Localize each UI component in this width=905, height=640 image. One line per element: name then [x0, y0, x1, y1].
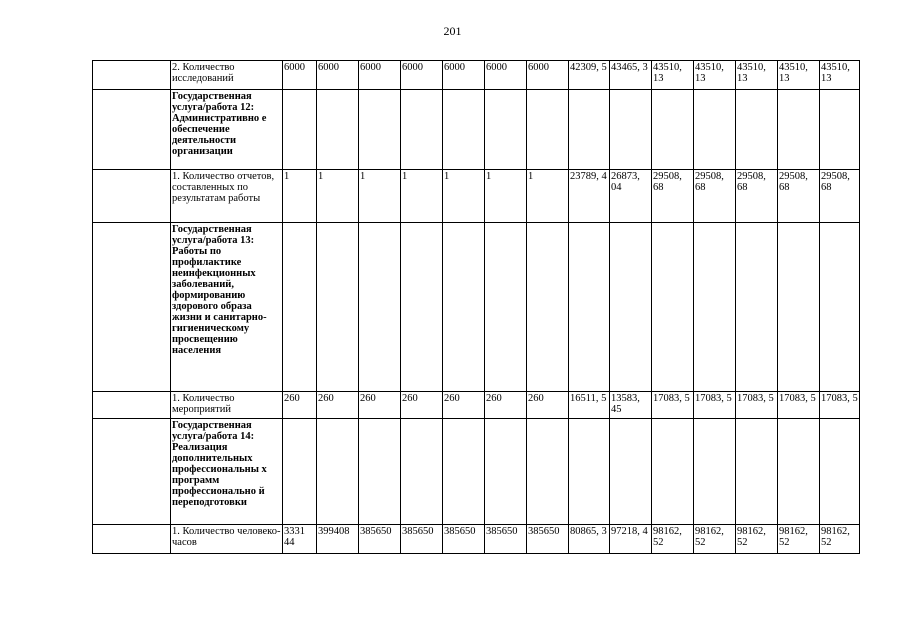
empty-cell [485, 90, 527, 170]
empty-cell [778, 419, 820, 525]
value-cell: 17083, 5 [652, 392, 694, 419]
section-row [93, 419, 860, 525]
empty-cell [93, 419, 171, 525]
value-cell: 6000 [401, 61, 443, 90]
empty-cell [569, 223, 610, 392]
empty-cell [652, 223, 694, 392]
empty-cell [527, 90, 569, 170]
empty-cell [93, 525, 171, 554]
value-cell: 1 [317, 170, 359, 223]
value-cell: 29508, 68 [736, 170, 778, 223]
table-row [93, 525, 860, 554]
value-cell: 80865, 3 [569, 525, 610, 554]
empty-cell [694, 419, 736, 525]
empty-cell [93, 392, 171, 419]
value-cell: 17083, 5 [778, 392, 820, 419]
empty-cell [527, 223, 569, 392]
value-cell: 43510, 13 [778, 61, 820, 90]
empty-cell [93, 61, 171, 90]
value-cell: 6000 [283, 61, 317, 90]
empty-cell [317, 90, 359, 170]
empty-cell [569, 90, 610, 170]
empty-cell [93, 223, 171, 392]
empty-cell [652, 419, 694, 525]
value-cell: 260 [359, 392, 401, 419]
value-cell: 6000 [317, 61, 359, 90]
value-cell: 26873, 04 [610, 170, 652, 223]
empty-cell [736, 90, 778, 170]
empty-cell [317, 223, 359, 392]
empty-cell [569, 419, 610, 525]
value-cell: 17083, 5 [736, 392, 778, 419]
value-cell: 42309, 5 [569, 61, 610, 90]
section-row [93, 223, 860, 392]
empty-cell [652, 90, 694, 170]
empty-cell [736, 223, 778, 392]
empty-cell [778, 223, 820, 392]
value-cell: 1 [359, 170, 401, 223]
value-cell: 385650 [443, 525, 485, 554]
value-cell: 98162, 52 [736, 525, 778, 554]
value-cell: 260 [527, 392, 569, 419]
value-cell: 1 [527, 170, 569, 223]
value-cell: 260 [485, 392, 527, 419]
section-title: Государственная услуга/работа 13: Работы по профилактике неинфекционных заболеваний, формированию здорового образа жизни и санитарно-гигиеническому просвещению населения [171, 223, 283, 392]
row-label: 1. Количество мероприятий [171, 392, 283, 419]
section-row [93, 90, 860, 170]
empty-cell [283, 419, 317, 525]
value-cell: 29508, 68 [820, 170, 860, 223]
value-cell: 260 [283, 392, 317, 419]
empty-cell [317, 419, 359, 525]
value-cell: 385650 [401, 525, 443, 554]
value-cell: 385650 [485, 525, 527, 554]
empty-cell [820, 90, 860, 170]
value-cell: 260 [401, 392, 443, 419]
value-cell: 1 [283, 170, 317, 223]
empty-cell [443, 90, 485, 170]
table-row [93, 170, 860, 223]
empty-cell [610, 90, 652, 170]
empty-cell [820, 419, 860, 525]
value-cell: 1 [485, 170, 527, 223]
value-cell: 3331 44 [283, 525, 317, 554]
section-title: Государственная услуга/работа 14: Реализация дополнительных профессиональны х программ профессионально й переподготовки [171, 419, 283, 525]
empty-cell [401, 90, 443, 170]
empty-cell [359, 90, 401, 170]
value-cell: 29508, 68 [694, 170, 736, 223]
empty-cell [401, 419, 443, 525]
value-cell: 98162, 52 [652, 525, 694, 554]
empty-cell [283, 223, 317, 392]
value-cell: 98162, 52 [820, 525, 860, 554]
value-cell: 43510, 13 [736, 61, 778, 90]
section-title: Государственная услуга/работа 12: Административно е обеспечение деятельности организации [171, 90, 283, 170]
value-cell: 13583, 45 [610, 392, 652, 419]
budget-table [92, 60, 860, 554]
empty-cell [694, 90, 736, 170]
empty-cell [820, 223, 860, 392]
empty-cell [485, 223, 527, 392]
value-cell: 98162, 52 [694, 525, 736, 554]
value-cell: 97218, 4 [610, 525, 652, 554]
empty-cell [527, 419, 569, 525]
table-row [93, 61, 860, 90]
empty-cell [93, 90, 171, 170]
value-cell: 16511, 5 [569, 392, 610, 419]
value-cell: 17083, 5 [820, 392, 860, 419]
empty-cell [610, 419, 652, 525]
empty-cell [694, 223, 736, 392]
empty-cell [778, 90, 820, 170]
empty-cell [736, 419, 778, 525]
value-cell: 43510, 13 [652, 61, 694, 90]
empty-cell [401, 223, 443, 392]
value-cell: 6000 [485, 61, 527, 90]
value-cell: 17083, 5 [694, 392, 736, 419]
value-cell: 43465, 3 [610, 61, 652, 90]
empty-cell [610, 223, 652, 392]
value-cell: 6000 [359, 61, 401, 90]
value-cell: 23789, 4 [569, 170, 610, 223]
value-cell: 1 [443, 170, 485, 223]
value-cell: 29508, 68 [652, 170, 694, 223]
empty-cell [283, 90, 317, 170]
value-cell: 43510, 13 [694, 61, 736, 90]
row-label: 2. Количество исследований [171, 61, 283, 90]
value-cell: 98162, 52 [778, 525, 820, 554]
value-cell: 385650 [527, 525, 569, 554]
page-number: 201 [443, 24, 462, 38]
table-row [93, 392, 860, 419]
value-cell: 399408 [317, 525, 359, 554]
value-cell: 29508, 68 [778, 170, 820, 223]
row-label: 1. Количество отчетов, составленных по результатам работы [171, 170, 283, 223]
value-cell: 6000 [527, 61, 569, 90]
value-cell: 385650 [359, 525, 401, 554]
row-label: 1. Количество человеко-часов [171, 525, 283, 554]
empty-cell [443, 223, 485, 392]
empty-cell [93, 170, 171, 223]
empty-cell [359, 419, 401, 525]
value-cell: 1 [401, 170, 443, 223]
empty-cell [359, 223, 401, 392]
value-cell: 43510, 13 [820, 61, 860, 90]
empty-cell [443, 419, 485, 525]
table-body [93, 61, 860, 554]
value-cell: 6000 [443, 61, 485, 90]
empty-cell [485, 419, 527, 525]
value-cell: 260 [317, 392, 359, 419]
value-cell: 260 [443, 392, 485, 419]
